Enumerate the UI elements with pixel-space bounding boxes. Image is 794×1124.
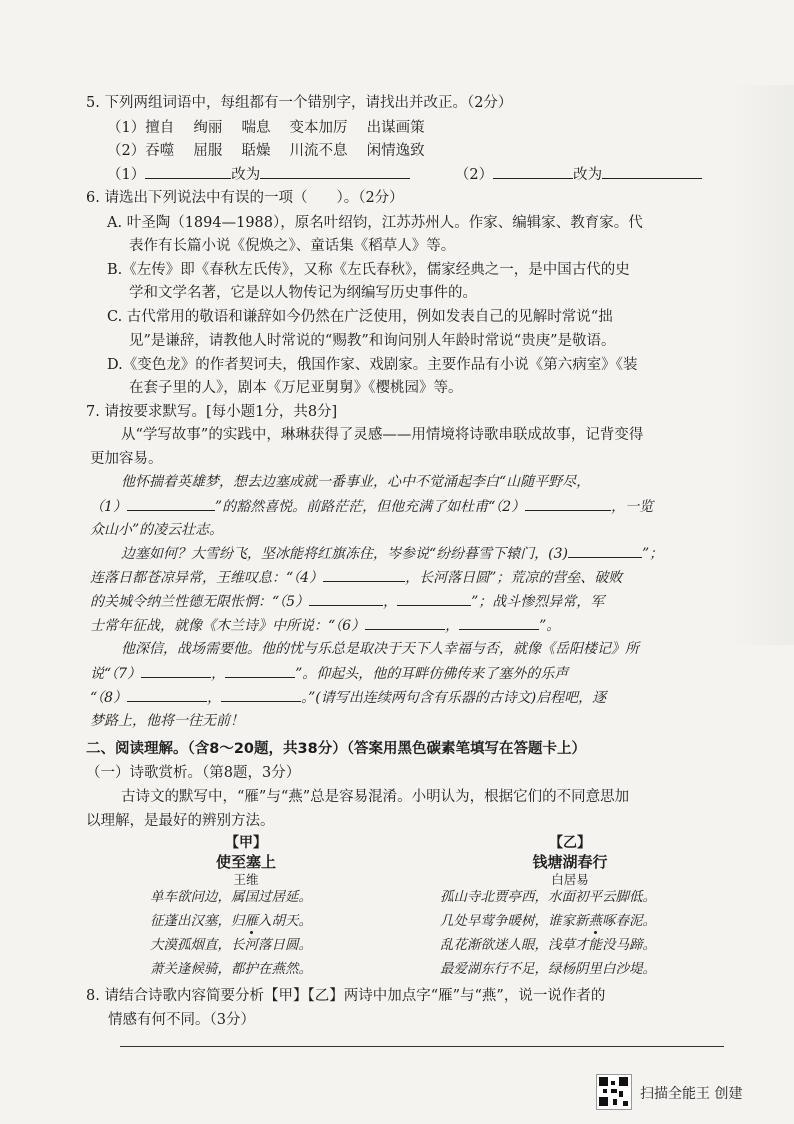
poem-jia-tag: 【甲】	[225, 835, 267, 851]
q6-option-a-line1: A. 叶圣陶（1894—1988），原名叶绍钧，江苏苏州人。作家、编辑家、教育家。代	[107, 215, 643, 231]
q7-blank-4[interactable]	[323, 567, 405, 582]
poem-jia-line1: 单车欲问边，属国过居延。	[150, 889, 312, 905]
poem-jia-line2: 征蓬出汉塞，归雁入胡天。	[150, 913, 312, 929]
q7-story-line2: （1） ”的豁然喜悦。前路茫茫，但他充满了如杜甫“（2） ，一览	[90, 496, 653, 517]
q5-answer-row: （1） 改为 （2） 改为	[107, 164, 702, 185]
q5-answer2-correction-blank[interactable]	[602, 164, 702, 179]
poem-yi-tag: 【乙】	[549, 835, 591, 851]
q6-option-b-line1: B.《左传》即《春秋左氏传》，又称《左氏春秋》，儒家经典之一，是中国古代的史	[107, 262, 630, 278]
q7-story-line4: 边塞如何？大雪纷飞，坚冰能将红旗冻住，岑参说“纷纷暮雪下辕门，(3) ”；	[121, 543, 663, 564]
q7-story-line8: 他深信，战场需要他。他的忧与乐总是取决于天下人幸福与否，就像《岳阳楼记》所	[121, 641, 639, 657]
q5-row2: （2）吞噬 屈服 聒燥 川流不息 闲情逸致	[107, 143, 425, 159]
q7-story-line6: 的关城令纳兰性德无限怅惘：“（5） ， ”；战斗惨烈异常，军	[90, 591, 604, 612]
q6-option-d-line1: D.《变色龙》的作者契诃夫，俄国作家、戏剧家。主要作品有小说《第六病室》《装	[107, 357, 638, 373]
qr-code-icon	[596, 1074, 632, 1110]
q8-line2: 情感有何不同。（3分）	[108, 1012, 255, 1028]
poem-yi-author: 白居易	[551, 872, 589, 887]
q7-intro-line2: 更加容易。	[90, 451, 163, 467]
q7-intro-line1: 从“学写故事”的实践中，琳琳获得了灵感——用情境将诗歌串联成故事，记背变得	[121, 427, 644, 443]
scan-edge-shadow	[730, 85, 794, 645]
q7-story-line11: 梦路上，他将一往无前！	[90, 713, 244, 729]
q7-story-line1: 他怀揣着英雄梦，想去边塞成就一番事业，心中不觉涌起李白“山随平野尽，	[121, 474, 591, 490]
q7-story-line3: 众山小”的凌云壮志。	[90, 522, 224, 538]
q7-blank-3[interactable]	[568, 543, 642, 558]
q5-row1: （1）擅自 绚丽 喘息 变本加厉 出谋画策	[107, 120, 425, 136]
q7-blank-7b[interactable]	[225, 663, 295, 678]
section2-intro-line1: 古诗文的默写中，“雁”与“燕”总是容易混淆。小明认为，根据它们的不同意思加	[121, 789, 630, 805]
q7-blank-5a[interactable]	[309, 591, 383, 606]
q8-answer-line[interactable]	[120, 1046, 724, 1047]
poem-jia-line3: 大漠孤烟直，长河落日圆。	[150, 937, 312, 953]
q7-blank-8b[interactable]	[221, 687, 301, 702]
q7-story-line7: 士常年征战，就像《木兰诗》中所说：“（6） ， ”。	[90, 615, 560, 636]
q7-title: 7. 请按要求默写。[每小题1分，共8分]	[86, 404, 338, 420]
poem-yi-line1: 孤山寺北贾亭西，水面初平云脚低。	[440, 889, 656, 905]
q5-title: 5. 下列两组词语中，每组都有一个错别字，请找出并改正。（2分）	[86, 95, 513, 111]
poem-jia-author: 王维	[233, 872, 259, 887]
q7-story-line5: 连落日都苍凉异常，王维叹息：“（4） ，长河落日圆”；荒凉的营垒、破败	[90, 567, 622, 588]
q7-story-line10: “（8） ， 。”(请写出连续两句含有乐器的古诗文)启程吧，逐	[90, 687, 606, 708]
scanner-watermark: 扫描全能王 创建	[640, 1086, 743, 1102]
section2-intro-line2: 以理解，是最好的辨别方法。	[86, 813, 275, 829]
q8-line1: 8. 请结合诗歌内容简要分析【甲】【乙】两诗中加点字“雁”与“燕”，说一说作者的	[86, 988, 606, 1004]
poem-jia-title: 使至塞上	[215, 853, 276, 871]
q5-answer1-correction-blank[interactable]	[260, 164, 410, 179]
q7-blank-6b[interactable]	[459, 615, 539, 630]
q7-blank-1[interactable]	[127, 496, 215, 511]
q7-story-line9: 说“（7） ， ”。仰起头，他的耳畔仿佛传来了塞外的乐声	[90, 663, 568, 684]
section2-title: 二、阅读理解。（含8～20题，共38分）（答案用黑色碳素笔填写在答题卡上）	[86, 741, 586, 757]
poem-yi-line4: 最爱湖东行不足，绿杨阴里白沙堤。	[440, 961, 656, 977]
q6-option-c-line1: C. 古代常用的敬语和谦辞如今仍然在广泛使用，例如发表自己的见解时常说“拙	[107, 309, 613, 325]
q6-option-b-line2: 学和文学名著，它是以人物传记为纲编写历史事件的。	[129, 285, 477, 301]
section2-subtitle: （一）诗歌赏析。（第8题，3分）	[86, 765, 301, 781]
q5-answer2-blank[interactable]	[493, 164, 573, 179]
poem-yi-line3: 乱花渐欲迷人眼，浅草才能没马蹄。	[440, 937, 656, 953]
poem-yi-line2: 几处早莺争暖树，谁家新燕啄春泥。	[440, 913, 656, 929]
q6-title: 6. 请选出下列说法中有误的一项（ ）。（2分）	[86, 190, 404, 206]
q6-option-a-line2: 表作有长篇小说《倪焕之》、童话集《稻草人》等。	[129, 238, 456, 254]
q6-option-d-line2: 在套子里的人》，剧本《万尼亚舅舅》《樱桃园》等。	[129, 380, 463, 396]
poem-yi-title: 钱塘湖春行	[532, 853, 608, 871]
q7-blank-2[interactable]	[525, 496, 611, 511]
q7-blank-7a[interactable]	[141, 663, 211, 678]
q7-blank-8a[interactable]	[127, 687, 207, 702]
q7-blank-5b[interactable]	[397, 591, 471, 606]
q7-blank-6a[interactable]	[365, 615, 445, 630]
poem-jia-line4: 萧关逢候骑，都护在燕然。	[150, 961, 312, 977]
q6-option-c-line2: 见”是谦辞，请教他人时常说的“赐教”和询问别人年龄时常说“贵庚”是敬语。	[129, 333, 616, 349]
q5-answer1-blank[interactable]	[145, 164, 231, 179]
